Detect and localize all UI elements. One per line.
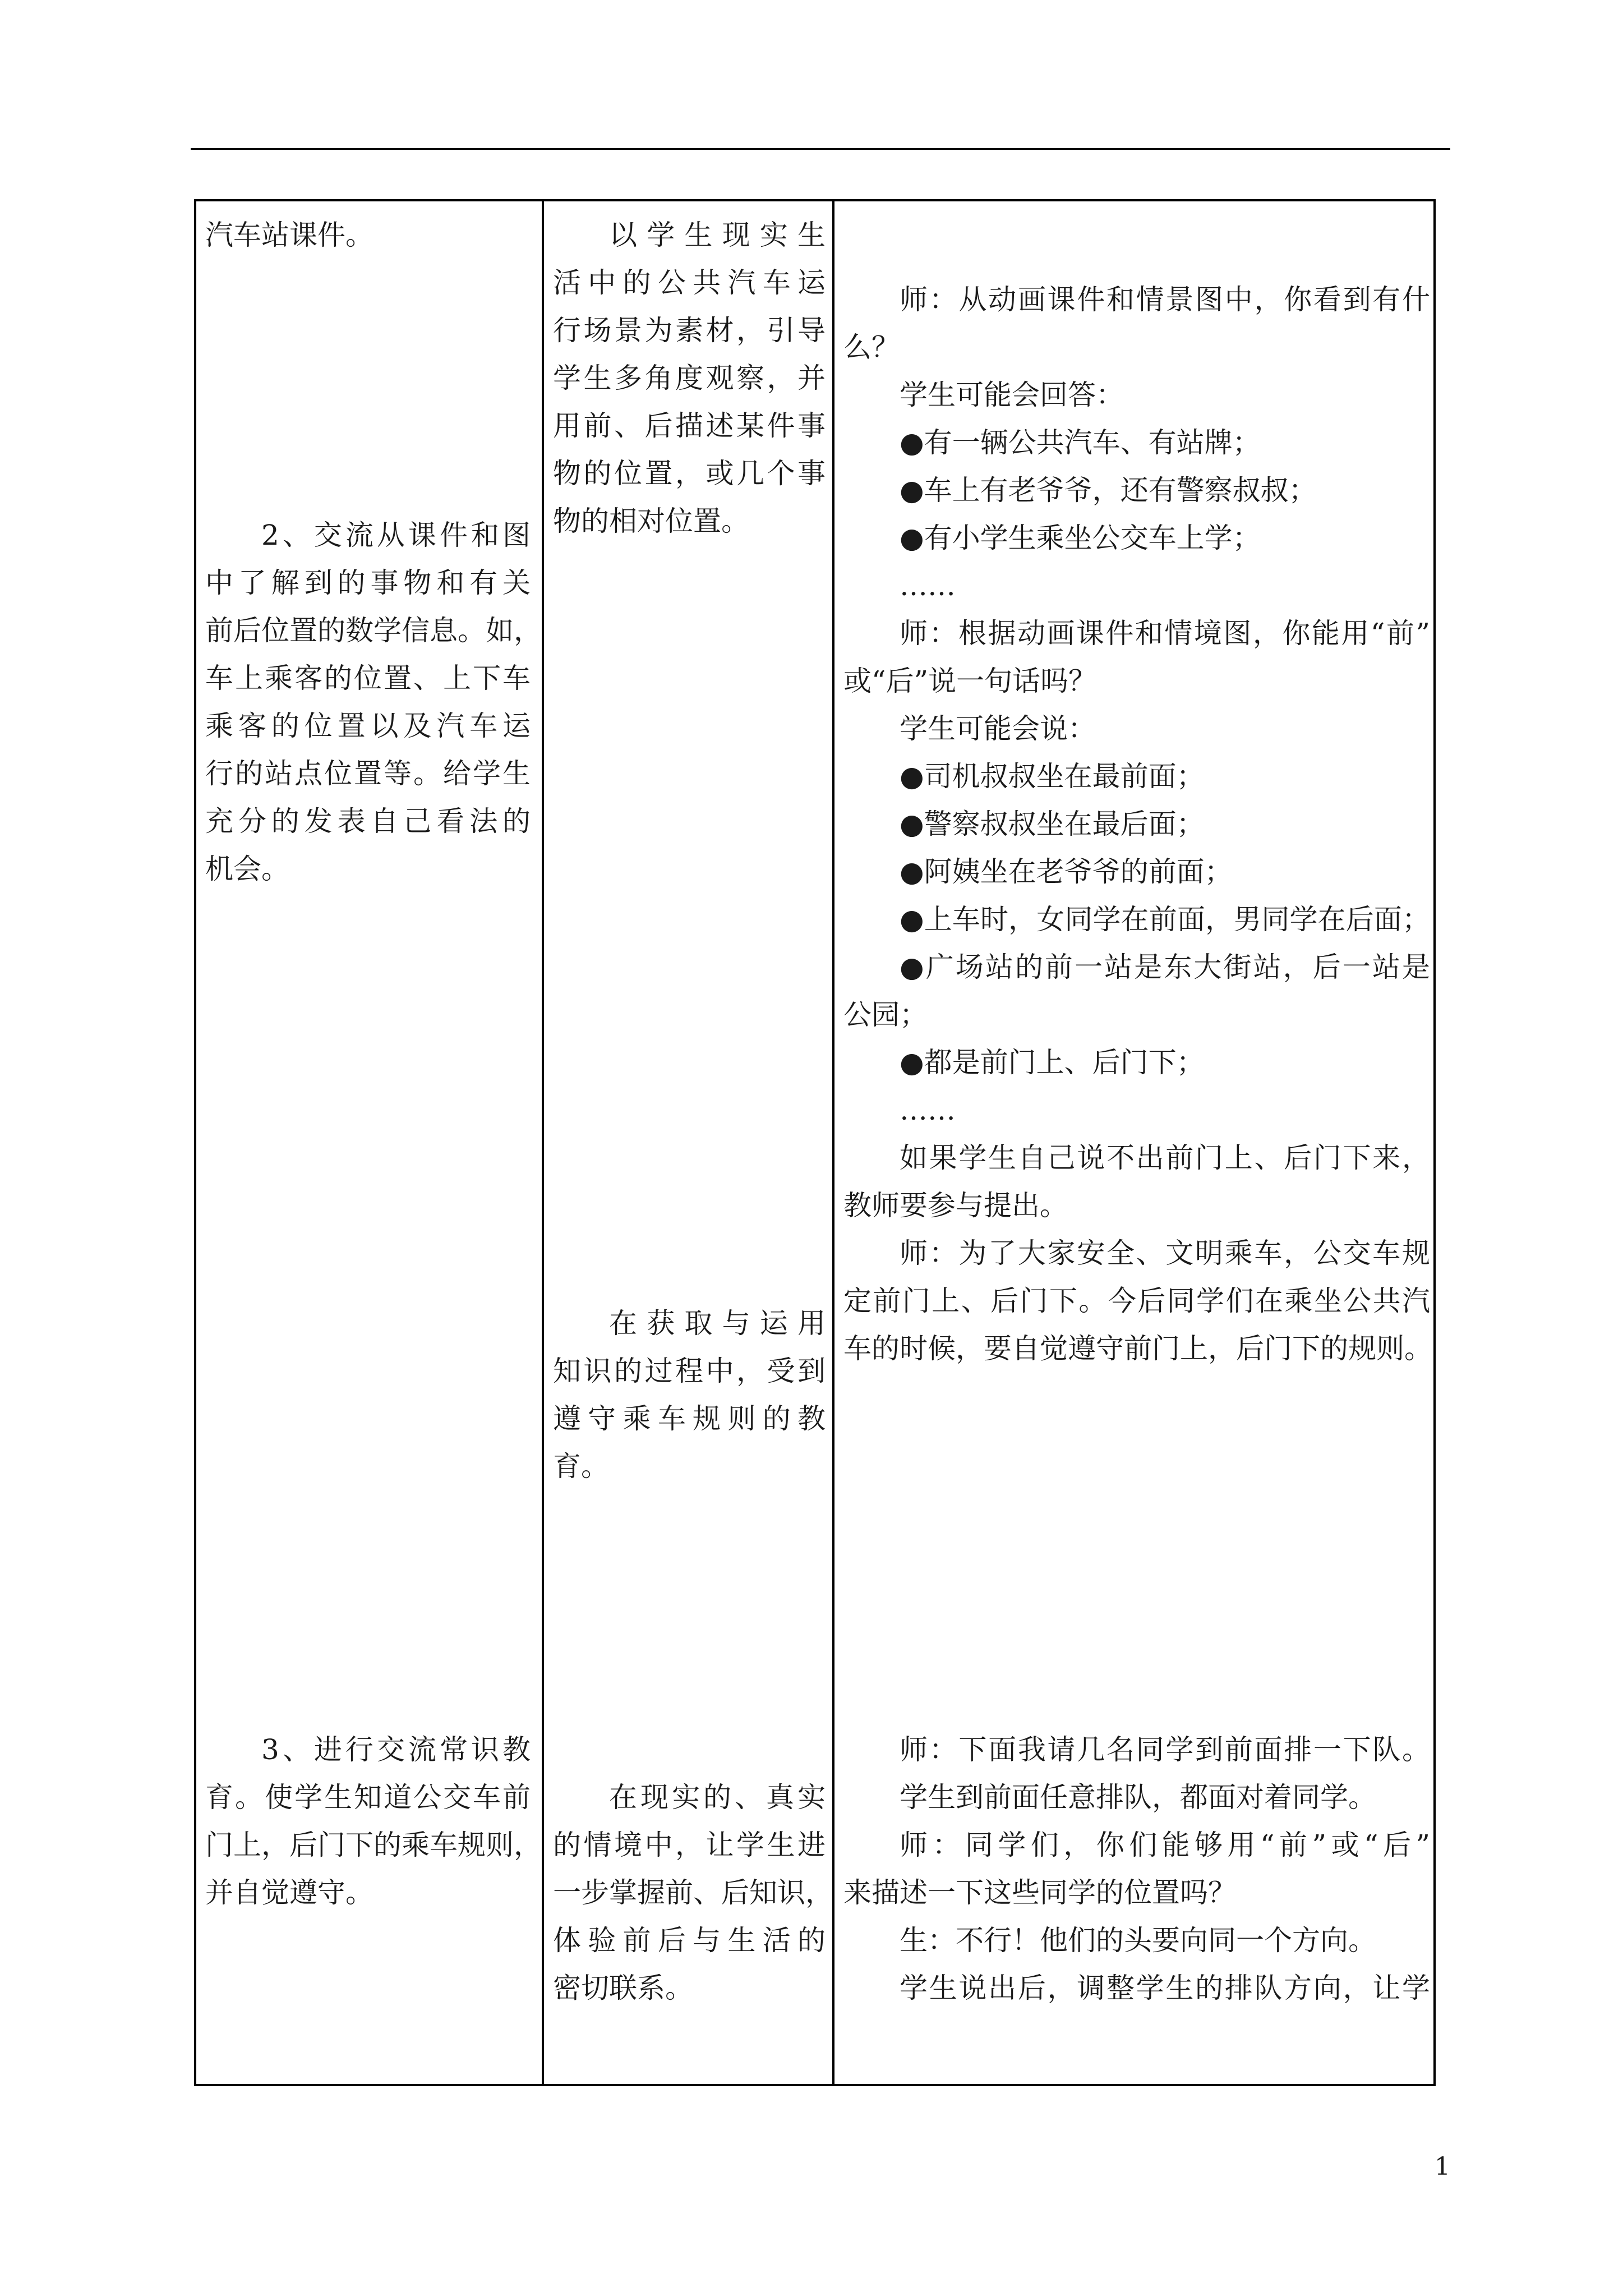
intent-line: 育。 (553, 1450, 609, 1483)
dialogue-line: 学生可能会回答： (900, 379, 1124, 411)
intent-line: 用前、后描述某件事 (553, 409, 826, 442)
dialogue-line: ●车上有老爷爷，还有警察叔叔； (900, 474, 1317, 507)
dialogue-line: 或“后”说一句话吗？ (843, 665, 1097, 697)
page-number: 1 (1435, 2152, 1450, 2181)
process-line: 汽车站课件。 (205, 219, 374, 251)
dialogue-line: ●阿姨坐在老爷爷的前面； (900, 855, 1233, 888)
dialogue-line: 定前门上、后门下。今后同学们在乘坐公共汽 (843, 1285, 1430, 1317)
intent-line: 物的相对位置。 (553, 505, 749, 537)
dialogue-line: ●都是前门上、后门下； (900, 1046, 1205, 1079)
process-line: 育。使学生知道公交车前 (205, 1781, 531, 1814)
process-line: 2、交流从课件和图 (261, 519, 531, 551)
intent-line: 知识的过程中，受到 (553, 1355, 826, 1387)
dialogue-line: …… (900, 1094, 956, 1126)
dialogue-line: 学生说出后，调整学生的排队方向，让学 (900, 1972, 1430, 2004)
dialogue-line: 教师要参与提出。 (843, 1189, 1068, 1222)
process-line: 行的站点位置等。给学生 (205, 757, 531, 790)
dialogue-line: ●有小学生乘坐公交车上学； (900, 522, 1261, 554)
intent-line: 在获取与运用 (609, 1307, 826, 1340)
intent-line: 学生多角度观察，并 (553, 362, 826, 394)
dialogue-line: 学生可能会说： (900, 712, 1096, 745)
dialogue-line: ●警察叔叔坐在最后面； (900, 808, 1205, 840)
dialogue-line: …… (900, 569, 956, 602)
dialogue-line: 师：从动画课件和情景图中，你看到有什 (900, 283, 1430, 316)
process-line: 3、进行交流常识教 (261, 1733, 531, 1766)
dialogue-line: 师：根据动画课件和情境图，你能用“前” (900, 617, 1430, 650)
dialogue-column (843, 201, 1430, 2084)
intent-line: 物的位置，或几个事 (553, 457, 826, 490)
process-line: 门上，后门下的乘车规则， (205, 1829, 542, 1861)
dialogue-line: 么？ (843, 331, 900, 364)
dialogue-line: ●上车时，女同学在前面，男同学在后面； (900, 903, 1430, 936)
process-line: 并自觉遵守。 (205, 1876, 374, 1909)
header-rule (191, 148, 1450, 150)
dialogue-line: 来描述一下这些同学的位置吗？ (843, 1876, 1236, 1909)
dialogue-line: 学生到前面任意排队，都面对着同学。 (900, 1781, 1376, 1814)
dialogue-line: 生：不行！他们的头要向同一个方向。 (900, 1924, 1376, 1957)
intent-line: 活中的公共汽车运 (553, 266, 826, 299)
intent-line: 行场景为素材，引导 (553, 314, 826, 347)
intent-line: 一步掌握前、后知识， (553, 1876, 833, 1909)
dialogue-line: 车的时候，要自觉遵守前门上，后门下的规则。 (843, 1332, 1432, 1365)
intent-line: 在现实的、真实 (609, 1781, 826, 1814)
dialogue-line: 师：为了大家安全、文明乘车，公交车规 (900, 1237, 1430, 1269)
process-line: 中了解到的事物和有关 (205, 567, 531, 599)
column-divider (832, 201, 834, 2084)
dialogue-line: ●有一辆公共汽车、有站牌； (900, 426, 1261, 459)
process-line: 前后位置的数学信息。如， (205, 614, 542, 647)
dialogue-line: 师：同学们，你们能够用“前”或“后” (900, 1829, 1430, 1861)
process-line: 充分的发表自己看法的 (205, 805, 531, 838)
intent-line: 遵守乘车规则的教 (553, 1402, 826, 1435)
dialogue-line: ●司机叔叔坐在最前面； (900, 760, 1205, 793)
process-line: 车上乘客的位置、上下车 (205, 662, 531, 694)
intent-line: 的情境中，让学生进 (553, 1829, 826, 1861)
dialogue-line: ●广场站的前一站是东大街站，后一站是 (900, 951, 1430, 983)
process-column (205, 201, 542, 2084)
dialogue-line: 公园； (843, 999, 928, 1031)
column-divider (542, 201, 544, 2084)
intent-line: 密切联系。 (553, 1972, 693, 2004)
process-line: 乘客的位置以及汽车运 (205, 710, 531, 742)
dialogue-line: 师：下面我请几名同学到前面排一下队。 (900, 1733, 1430, 1766)
lesson-table (194, 199, 1436, 2086)
dialogue-line: 如果学生自己说不出前门上、后门下来， (900, 1142, 1430, 1174)
intent-column (553, 201, 833, 2084)
intent-line: 体验前后与生活的 (553, 1924, 826, 1957)
process-line: 机会。 (205, 853, 289, 885)
intent-line: 以学生现实生 (609, 219, 826, 251)
